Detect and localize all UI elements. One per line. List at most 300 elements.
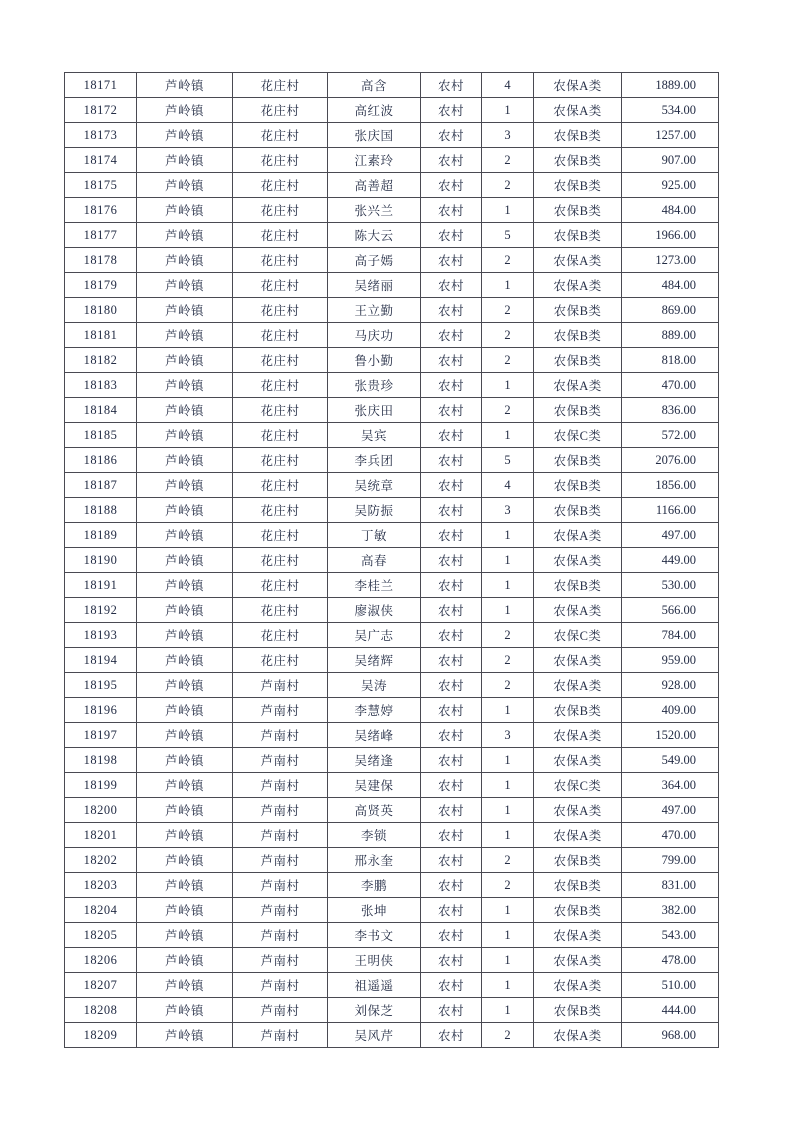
table-row: [65, 373, 719, 398]
category-cell: 农保B类: [534, 298, 622, 323]
category-cell: 农保B类: [534, 898, 622, 923]
household-type-cell: 农村: [421, 898, 482, 923]
amount-cell: 818.00: [622, 348, 719, 373]
serial-cell: 18181: [65, 323, 137, 348]
category-cell: 农保B类: [534, 123, 622, 148]
count-cell: 5: [482, 223, 534, 248]
table-row: [65, 698, 719, 723]
category-cell: 农保A类: [534, 748, 622, 773]
table-row: [65, 223, 719, 248]
amount-cell: 470.00: [622, 373, 719, 398]
town-cell: 芦岭镇: [137, 148, 233, 173]
amount-cell: 382.00: [622, 898, 719, 923]
category-cell: 农保B类: [534, 498, 622, 523]
category-cell: 农保A类: [534, 98, 622, 123]
household-type-cell: 农村: [421, 173, 482, 198]
town-cell: 芦岭镇: [137, 173, 233, 198]
table-row: [65, 823, 719, 848]
village-cell: 芦南村: [233, 723, 328, 748]
household-type-cell: 农村: [421, 348, 482, 373]
town-cell: 芦岭镇: [137, 773, 233, 798]
amount-cell: 1257.00: [622, 123, 719, 148]
serial-cell: 18194: [65, 648, 137, 673]
name-cell: 吴绪辉: [328, 648, 421, 673]
serial-cell: 18208: [65, 998, 137, 1023]
amount-cell: 484.00: [622, 198, 719, 223]
category-cell: 农保A类: [534, 648, 622, 673]
category-cell: 农保B类: [534, 398, 622, 423]
amount-cell: 497.00: [622, 798, 719, 823]
count-cell: 1: [482, 923, 534, 948]
name-cell: 张贵珍: [328, 373, 421, 398]
town-cell: 芦岭镇: [137, 748, 233, 773]
category-cell: 农保A类: [534, 948, 622, 973]
count-cell: 2: [482, 298, 534, 323]
count-cell: 1: [482, 998, 534, 1023]
name-cell: 吴广志: [328, 623, 421, 648]
table-row: [65, 173, 719, 198]
count-cell: 2: [482, 148, 534, 173]
town-cell: 芦岭镇: [137, 73, 233, 98]
serial-cell: 18206: [65, 948, 137, 973]
household-type-cell: 农村: [421, 98, 482, 123]
serial-cell: 18185: [65, 423, 137, 448]
village-cell: 芦南村: [233, 948, 328, 973]
town-cell: 芦岭镇: [137, 298, 233, 323]
name-cell: 邢永奎: [328, 848, 421, 873]
village-cell: 芦南村: [233, 973, 328, 998]
table-row: [65, 523, 719, 548]
village-cell: 芦南村: [233, 848, 328, 873]
table-row: [65, 473, 719, 498]
household-type-cell: 农村: [421, 398, 482, 423]
serial-cell: 18176: [65, 198, 137, 223]
serial-cell: 18199: [65, 773, 137, 798]
amount-cell: 1520.00: [622, 723, 719, 748]
records-table: [64, 72, 719, 1048]
household-type-cell: 农村: [421, 448, 482, 473]
household-type-cell: 农村: [421, 648, 482, 673]
town-cell: 芦岭镇: [137, 223, 233, 248]
name-cell: 张坤: [328, 898, 421, 923]
town-cell: 芦岭镇: [137, 623, 233, 648]
amount-cell: 928.00: [622, 673, 719, 698]
town-cell: 芦岭镇: [137, 973, 233, 998]
name-cell: 王立勤: [328, 298, 421, 323]
category-cell: 农保C类: [534, 423, 622, 448]
household-type-cell: 农村: [421, 423, 482, 448]
table-row: [65, 798, 719, 823]
village-cell: 花庄村: [233, 148, 328, 173]
village-cell: 芦南村: [233, 823, 328, 848]
category-cell: 农保B类: [534, 198, 622, 223]
count-cell: 1: [482, 798, 534, 823]
serial-cell: 18177: [65, 223, 137, 248]
village-cell: 芦南村: [233, 773, 328, 798]
amount-cell: 478.00: [622, 948, 719, 973]
table-row: [65, 423, 719, 448]
name-cell: 廖淑侠: [328, 598, 421, 623]
village-cell: 芦南村: [233, 798, 328, 823]
village-cell: 花庄村: [233, 523, 328, 548]
serial-cell: 18205: [65, 923, 137, 948]
count-cell: 2: [482, 673, 534, 698]
table-row: [65, 773, 719, 798]
category-cell: 农保B类: [534, 998, 622, 1023]
town-cell: 芦岭镇: [137, 723, 233, 748]
count-cell: 3: [482, 498, 534, 523]
count-cell: 1: [482, 523, 534, 548]
amount-cell: 543.00: [622, 923, 719, 948]
household-type-cell: 农村: [421, 698, 482, 723]
serial-cell: 18202: [65, 848, 137, 873]
count-cell: 1: [482, 548, 534, 573]
amount-cell: 1889.00: [622, 73, 719, 98]
household-type-cell: 农村: [421, 198, 482, 223]
amount-cell: 449.00: [622, 548, 719, 573]
name-cell: 高春: [328, 548, 421, 573]
name-cell: 刘保芝: [328, 998, 421, 1023]
household-type-cell: 农村: [421, 148, 482, 173]
name-cell: 祖遥遥: [328, 973, 421, 998]
household-type-cell: 农村: [421, 973, 482, 998]
village-cell: 花庄村: [233, 348, 328, 373]
town-cell: 芦岭镇: [137, 123, 233, 148]
town-cell: 芦岭镇: [137, 898, 233, 923]
name-cell: 吴绪峰: [328, 723, 421, 748]
village-cell: 花庄村: [233, 548, 328, 573]
category-cell: 农保B类: [534, 148, 622, 173]
town-cell: 芦岭镇: [137, 873, 233, 898]
amount-cell: 530.00: [622, 573, 719, 598]
name-cell: 陈大云: [328, 223, 421, 248]
table-row: [65, 398, 719, 423]
town-cell: 芦岭镇: [137, 373, 233, 398]
table-row: [65, 748, 719, 773]
count-cell: 1: [482, 423, 534, 448]
household-type-cell: 农村: [421, 948, 482, 973]
serial-cell: 18198: [65, 748, 137, 773]
count-cell: 1: [482, 573, 534, 598]
count-cell: 2: [482, 348, 534, 373]
village-cell: 花庄村: [233, 298, 328, 323]
village-cell: 花庄村: [233, 598, 328, 623]
household-type-cell: 农村: [421, 623, 482, 648]
category-cell: 农保B类: [534, 173, 622, 198]
household-type-cell: 农村: [421, 123, 482, 148]
category-cell: 农保B类: [534, 873, 622, 898]
serial-cell: 18178: [65, 248, 137, 273]
name-cell: 高贤英: [328, 798, 421, 823]
town-cell: 芦岭镇: [137, 348, 233, 373]
town-cell: 芦岭镇: [137, 473, 233, 498]
town-cell: 芦岭镇: [137, 573, 233, 598]
amount-cell: 799.00: [622, 848, 719, 873]
household-type-cell: 农村: [421, 723, 482, 748]
count-cell: 2: [482, 323, 534, 348]
town-cell: 芦岭镇: [137, 398, 233, 423]
serial-cell: 18200: [65, 798, 137, 823]
count-cell: 5: [482, 448, 534, 473]
household-type-cell: 农村: [421, 373, 482, 398]
category-cell: 农保A类: [534, 723, 622, 748]
amount-cell: 409.00: [622, 698, 719, 723]
town-cell: 芦岭镇: [137, 248, 233, 273]
count-cell: 1: [482, 698, 534, 723]
count-cell: 2: [482, 648, 534, 673]
village-cell: 花庄村: [233, 323, 328, 348]
town-cell: 芦岭镇: [137, 448, 233, 473]
town-cell: 芦岭镇: [137, 323, 233, 348]
household-type-cell: 农村: [421, 323, 482, 348]
table-row: [65, 673, 719, 698]
table-row: [65, 448, 719, 473]
serial-cell: 18179: [65, 273, 137, 298]
amount-cell: 907.00: [622, 148, 719, 173]
serial-cell: 18186: [65, 448, 137, 473]
records-table-body: [65, 73, 719, 1048]
table-row: [65, 598, 719, 623]
serial-cell: 18190: [65, 548, 137, 573]
table-row: [65, 723, 719, 748]
household-type-cell: 农村: [421, 73, 482, 98]
amount-cell: 572.00: [622, 423, 719, 448]
table-row: [65, 573, 719, 598]
amount-cell: 831.00: [622, 873, 719, 898]
village-cell: 花庄村: [233, 423, 328, 448]
table-row: [65, 148, 719, 173]
category-cell: 农保A类: [534, 1023, 622, 1048]
village-cell: 芦南村: [233, 1023, 328, 1048]
village-cell: 芦南村: [233, 873, 328, 898]
amount-cell: 959.00: [622, 648, 719, 673]
village-cell: 花庄村: [233, 248, 328, 273]
serial-cell: 18184: [65, 398, 137, 423]
amount-cell: 566.00: [622, 598, 719, 623]
household-type-cell: 农村: [421, 1023, 482, 1048]
town-cell: 芦岭镇: [137, 523, 233, 548]
name-cell: 高子嫣: [328, 248, 421, 273]
serial-cell: 18209: [65, 1023, 137, 1048]
town-cell: 芦岭镇: [137, 823, 233, 848]
category-cell: 农保B类: [534, 698, 622, 723]
village-cell: 花庄村: [233, 98, 328, 123]
village-cell: 花庄村: [233, 648, 328, 673]
count-cell: 3: [482, 123, 534, 148]
table-row: [65, 348, 719, 373]
count-cell: 1: [482, 898, 534, 923]
category-cell: 农保A类: [534, 523, 622, 548]
village-cell: 花庄村: [233, 448, 328, 473]
category-cell: 农保C类: [534, 623, 622, 648]
count-cell: 1: [482, 948, 534, 973]
amount-cell: 925.00: [622, 173, 719, 198]
amount-cell: 364.00: [622, 773, 719, 798]
amount-cell: 1273.00: [622, 248, 719, 273]
serial-cell: 18201: [65, 823, 137, 848]
serial-cell: 18183: [65, 373, 137, 398]
table-row: [65, 623, 719, 648]
household-type-cell: 农村: [421, 798, 482, 823]
household-type-cell: 农村: [421, 298, 482, 323]
serial-cell: 18196: [65, 698, 137, 723]
serial-cell: 18173: [65, 123, 137, 148]
count-cell: 1: [482, 823, 534, 848]
name-cell: 丁敏: [328, 523, 421, 548]
count-cell: 4: [482, 473, 534, 498]
count-cell: 4: [482, 73, 534, 98]
name-cell: 鲁小勤: [328, 348, 421, 373]
household-type-cell: 农村: [421, 773, 482, 798]
household-type-cell: 农村: [421, 223, 482, 248]
table-row: [65, 873, 719, 898]
village-cell: 花庄村: [233, 398, 328, 423]
amount-cell: 510.00: [622, 973, 719, 998]
table-row: [65, 948, 719, 973]
amount-cell: 1856.00: [622, 473, 719, 498]
count-cell: 1: [482, 973, 534, 998]
table-row: [65, 648, 719, 673]
household-type-cell: 农村: [421, 748, 482, 773]
serial-cell: 18204: [65, 898, 137, 923]
name-cell: 吴绪丽: [328, 273, 421, 298]
amount-cell: 444.00: [622, 998, 719, 1023]
town-cell: 芦岭镇: [137, 1023, 233, 1048]
village-cell: 花庄村: [233, 223, 328, 248]
village-cell: 芦南村: [233, 923, 328, 948]
category-cell: 农保A类: [534, 823, 622, 848]
category-cell: 农保B类: [534, 448, 622, 473]
household-type-cell: 农村: [421, 848, 482, 873]
name-cell: 吴涛: [328, 673, 421, 698]
household-type-cell: 农村: [421, 598, 482, 623]
amount-cell: 497.00: [622, 523, 719, 548]
count-cell: 2: [482, 173, 534, 198]
town-cell: 芦岭镇: [137, 498, 233, 523]
table-row: [65, 848, 719, 873]
category-cell: 农保A类: [534, 798, 622, 823]
town-cell: 芦岭镇: [137, 98, 233, 123]
name-cell: 李兵团: [328, 448, 421, 473]
village-cell: 芦南村: [233, 898, 328, 923]
village-cell: 芦南村: [233, 698, 328, 723]
village-cell: 花庄村: [233, 373, 328, 398]
serial-cell: 18172: [65, 98, 137, 123]
household-type-cell: 农村: [421, 998, 482, 1023]
count-cell: 2: [482, 873, 534, 898]
household-type-cell: 农村: [421, 473, 482, 498]
household-type-cell: 农村: [421, 873, 482, 898]
table-row: [65, 98, 719, 123]
serial-cell: 18195: [65, 673, 137, 698]
amount-cell: 1966.00: [622, 223, 719, 248]
table-row: [65, 973, 719, 998]
village-cell: 芦南村: [233, 673, 328, 698]
name-cell: 李慧婷: [328, 698, 421, 723]
table-row: [65, 248, 719, 273]
category-cell: 农保A类: [534, 973, 622, 998]
town-cell: 芦岭镇: [137, 848, 233, 873]
name-cell: 李锁: [328, 823, 421, 848]
name-cell: 王明侠: [328, 948, 421, 973]
category-cell: 农保B类: [534, 348, 622, 373]
household-type-cell: 农村: [421, 523, 482, 548]
category-cell: 农保A类: [534, 248, 622, 273]
town-cell: 芦岭镇: [137, 198, 233, 223]
count-cell: 2: [482, 248, 534, 273]
name-cell: 张庆田: [328, 398, 421, 423]
name-cell: 马庆功: [328, 323, 421, 348]
household-type-cell: 农村: [421, 248, 482, 273]
category-cell: 农保B类: [534, 573, 622, 598]
town-cell: 芦岭镇: [137, 423, 233, 448]
category-cell: 农保A类: [534, 373, 622, 398]
name-cell: 吴风芹: [328, 1023, 421, 1048]
name-cell: 江素玲: [328, 148, 421, 173]
village-cell: 花庄村: [233, 198, 328, 223]
town-cell: 芦岭镇: [137, 698, 233, 723]
amount-cell: 968.00: [622, 1023, 719, 1048]
count-cell: 1: [482, 273, 534, 298]
name-cell: 吴防振: [328, 498, 421, 523]
count-cell: 1: [482, 773, 534, 798]
name-cell: 吴绪逢: [328, 748, 421, 773]
household-type-cell: 农村: [421, 823, 482, 848]
table-row: [65, 323, 719, 348]
table-row: [65, 1023, 719, 1048]
table-row: [65, 73, 719, 98]
count-cell: 2: [482, 848, 534, 873]
amount-cell: 549.00: [622, 748, 719, 773]
category-cell: 农保B类: [534, 323, 622, 348]
count-cell: 1: [482, 373, 534, 398]
serial-cell: 18189: [65, 523, 137, 548]
name-cell: 吴宾: [328, 423, 421, 448]
town-cell: 芦岭镇: [137, 923, 233, 948]
name-cell: 张庆国: [328, 123, 421, 148]
name-cell: 高含: [328, 73, 421, 98]
count-cell: 2: [482, 1023, 534, 1048]
village-cell: 芦南村: [233, 998, 328, 1023]
name-cell: 高善超: [328, 173, 421, 198]
category-cell: 农保A类: [534, 598, 622, 623]
table-row: [65, 298, 719, 323]
amount-cell: 470.00: [622, 823, 719, 848]
household-type-cell: 农村: [421, 548, 482, 573]
serial-cell: 18182: [65, 348, 137, 373]
amount-cell: 534.00: [622, 98, 719, 123]
village-cell: 花庄村: [233, 498, 328, 523]
table-row: [65, 548, 719, 573]
village-cell: 花庄村: [233, 173, 328, 198]
category-cell: 农保A类: [534, 273, 622, 298]
serial-cell: 18188: [65, 498, 137, 523]
category-cell: 农保A类: [534, 548, 622, 573]
serial-cell: 18197: [65, 723, 137, 748]
count-cell: 1: [482, 598, 534, 623]
serial-cell: 18203: [65, 873, 137, 898]
count-cell: 2: [482, 623, 534, 648]
town-cell: 芦岭镇: [137, 673, 233, 698]
town-cell: 芦岭镇: [137, 548, 233, 573]
village-cell: 花庄村: [233, 623, 328, 648]
amount-cell: 869.00: [622, 298, 719, 323]
count-cell: 3: [482, 723, 534, 748]
household-type-cell: 农村: [421, 498, 482, 523]
serial-cell: 18175: [65, 173, 137, 198]
name-cell: 吴建保: [328, 773, 421, 798]
name-cell: 高红波: [328, 98, 421, 123]
